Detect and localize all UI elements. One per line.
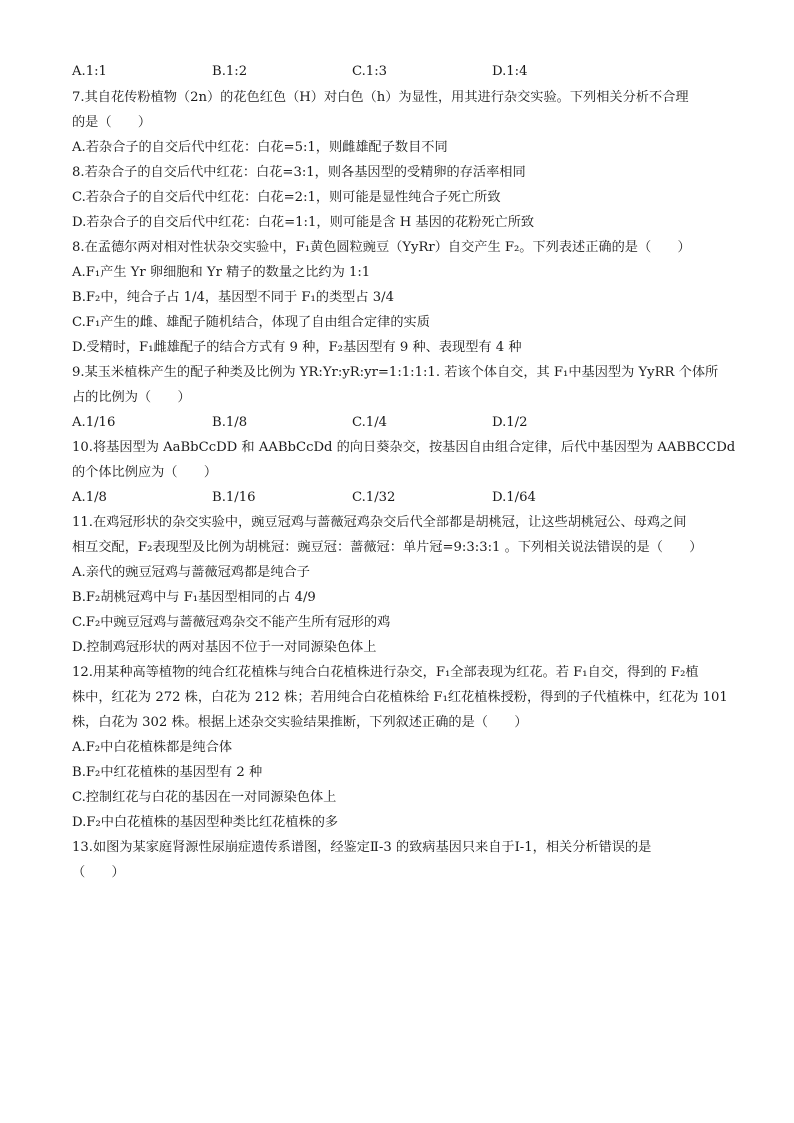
q6-option-b[interactable]: B.1:2 <box>212 64 248 79</box>
q7-option-d[interactable]: D.若杂合子的自交后代中红花：白花=1:1，则可能是含 H 基因的花粉死亡所致 <box>72 215 535 230</box>
q10-option-a[interactable]: A.1/8 <box>72 490 107 505</box>
q8-option-d[interactable]: D.受精时，F₁雌雄配子的结合方式有 9 种，F₂基因型有 9 种、表现型有 4 种 <box>72 340 522 355</box>
q10-options <box>72 488 732 508</box>
q9-option-a[interactable]: A.1/16 <box>72 415 116 430</box>
q9-stem-line2: 占的比例为（ ） <box>72 390 191 405</box>
q7-option-a[interactable]: A.若杂合子的自交后代中红花：白花=5:1，则雌雄配子数目不同 <box>72 140 448 155</box>
q8-option-b[interactable]: B.F₂中，纯合子占 1/4，基因型不同于 F₁的类型占 3/4 <box>72 290 394 305</box>
q6-option-d[interactable]: D.1:4 <box>492 64 528 79</box>
q11-option-a[interactable]: A.亲代的豌豆冠鸡与蔷薇冠鸡都是纯合子 <box>72 565 310 580</box>
q9-option-d[interactable]: D.1/2 <box>492 415 528 430</box>
q12-stem-line1: 12.用某种高等植物的纯合红花植株与纯合白花植株进行杂交，F₁全部表现为红花。若 F₁自交，得到的 F₂植 <box>72 665 699 680</box>
q10-stem-line1: 10.将基因型为 AaBbCcDD 和 AABbCcDd 的向日葵杂交，按基因自由组合定律，后代中基因型为 AABBCCDd <box>72 440 736 455</box>
q9-option-b[interactable]: B.1/8 <box>212 415 248 430</box>
q6-option-a[interactable]: A.1:1 <box>72 64 107 79</box>
q11-stem-line2: 相互交配，F₂表现型及比例为胡桃冠：豌豆冠：蔷薇冠：单片冠=9:3:3:1 。下列相关说法错误的是（ ） <box>72 540 703 555</box>
q11-stem-line1: 11.在鸡冠形状的杂交实验中，豌豆冠鸡与蔷薇冠鸡杂交后代全部都是胡桃冠，让这些胡桃冠公、母鸡之间 <box>72 515 687 530</box>
q7-stem-line2: 的是（ ） <box>72 115 152 130</box>
q12-option-a[interactable]: A.F₂中白花植株都是纯合体 <box>72 740 233 755</box>
q10-stem-line2: 的个体比例应为（ ） <box>72 465 218 480</box>
q13-stem-line2: （ ） <box>72 865 125 880</box>
q11-option-b[interactable]: B.F₂胡桃冠鸡中与 F₁基因型相同的占 4/9 <box>72 590 316 605</box>
q13-stem-line1: 13.如图为某家庭肾源性尿崩症遗传系谱图，经鉴定Ⅱ-3 的致病基因只来自于Ⅰ-1，相关分析错误的是 <box>72 840 652 855</box>
q12-option-d[interactable]: D.F₂中白花植株的基因型种类比红花植株的多 <box>72 815 339 830</box>
q7-stem-line1: 7.其自花传粉植物（2n）的花色红色（H）对白色（h）为显性，用其进行杂交实验。下列相关分析不合理 <box>72 90 689 105</box>
q10-option-d[interactable]: D.1/64 <box>492 490 536 505</box>
q11-option-c[interactable]: C.F₂中豌豆冠鸡与蔷薇冠鸡杂交不能产生所有冠形的鸡 <box>72 615 391 630</box>
q12-stem-line3: 株，白花为 302 株。根据上述杂交实验结果推断，下列叙述正确的是（ ） <box>72 715 528 730</box>
q6-options <box>72 62 732 82</box>
q6-option-c[interactable]: C.1:3 <box>352 64 388 79</box>
q12-option-c[interactable]: C.控制红花与白花的基因在一对同源染色体上 <box>72 790 337 805</box>
q8-stem: 8.在孟德尔两对相对性状杂交实验中，F₁黄色圆粒豌豆（YyRr）自交产生 F₂。下列表述正确的是（ ） <box>72 240 691 255</box>
q9-option-c[interactable]: C.1/4 <box>352 415 388 430</box>
q12-option-b[interactable]: B.F₂中红花植株的基因型有 2 种 <box>72 765 263 780</box>
q12-stem-line2: 株中，红花为 272 株，白花为 212 株；若用纯合白花植株给 F₁红花植株授粉，得到的子代植株中，红花为 101 <box>72 690 728 705</box>
q8-option-a[interactable]: A.F₁产生 Yr 卵细胞和 Yr 精子的数量之比约为 1:1 <box>72 265 371 280</box>
q7-option-c[interactable]: C.若杂合子的自交后代中红花：白花=2:1，则可能是显性纯合子死亡所致 <box>72 190 501 205</box>
q7-option-b[interactable]: 8.若杂合子的自交后代中红花：白花=3:1，则各基因型的受精卵的存活率相同 <box>72 165 526 180</box>
q9-stem-line1: 9.某玉米植株产生的配子种类及比例为 YR:Yr:yR:yr=1:1:1:1. 若该个体自交，其 F₁中基因型为 YyRR 个体所 <box>72 365 719 380</box>
q10-option-c[interactable]: C.1/32 <box>352 490 396 505</box>
q11-option-d[interactable]: D.控制鸡冠形状的两对基因不位于一对同源染色体上 <box>72 640 377 655</box>
q8-option-c[interactable]: C.F₁产生的雌、雄配子随机结合，体现了自由组合定律的实质 <box>72 315 430 330</box>
q9-options <box>72 413 732 433</box>
q10-option-b[interactable]: B.1/16 <box>212 490 256 505</box>
